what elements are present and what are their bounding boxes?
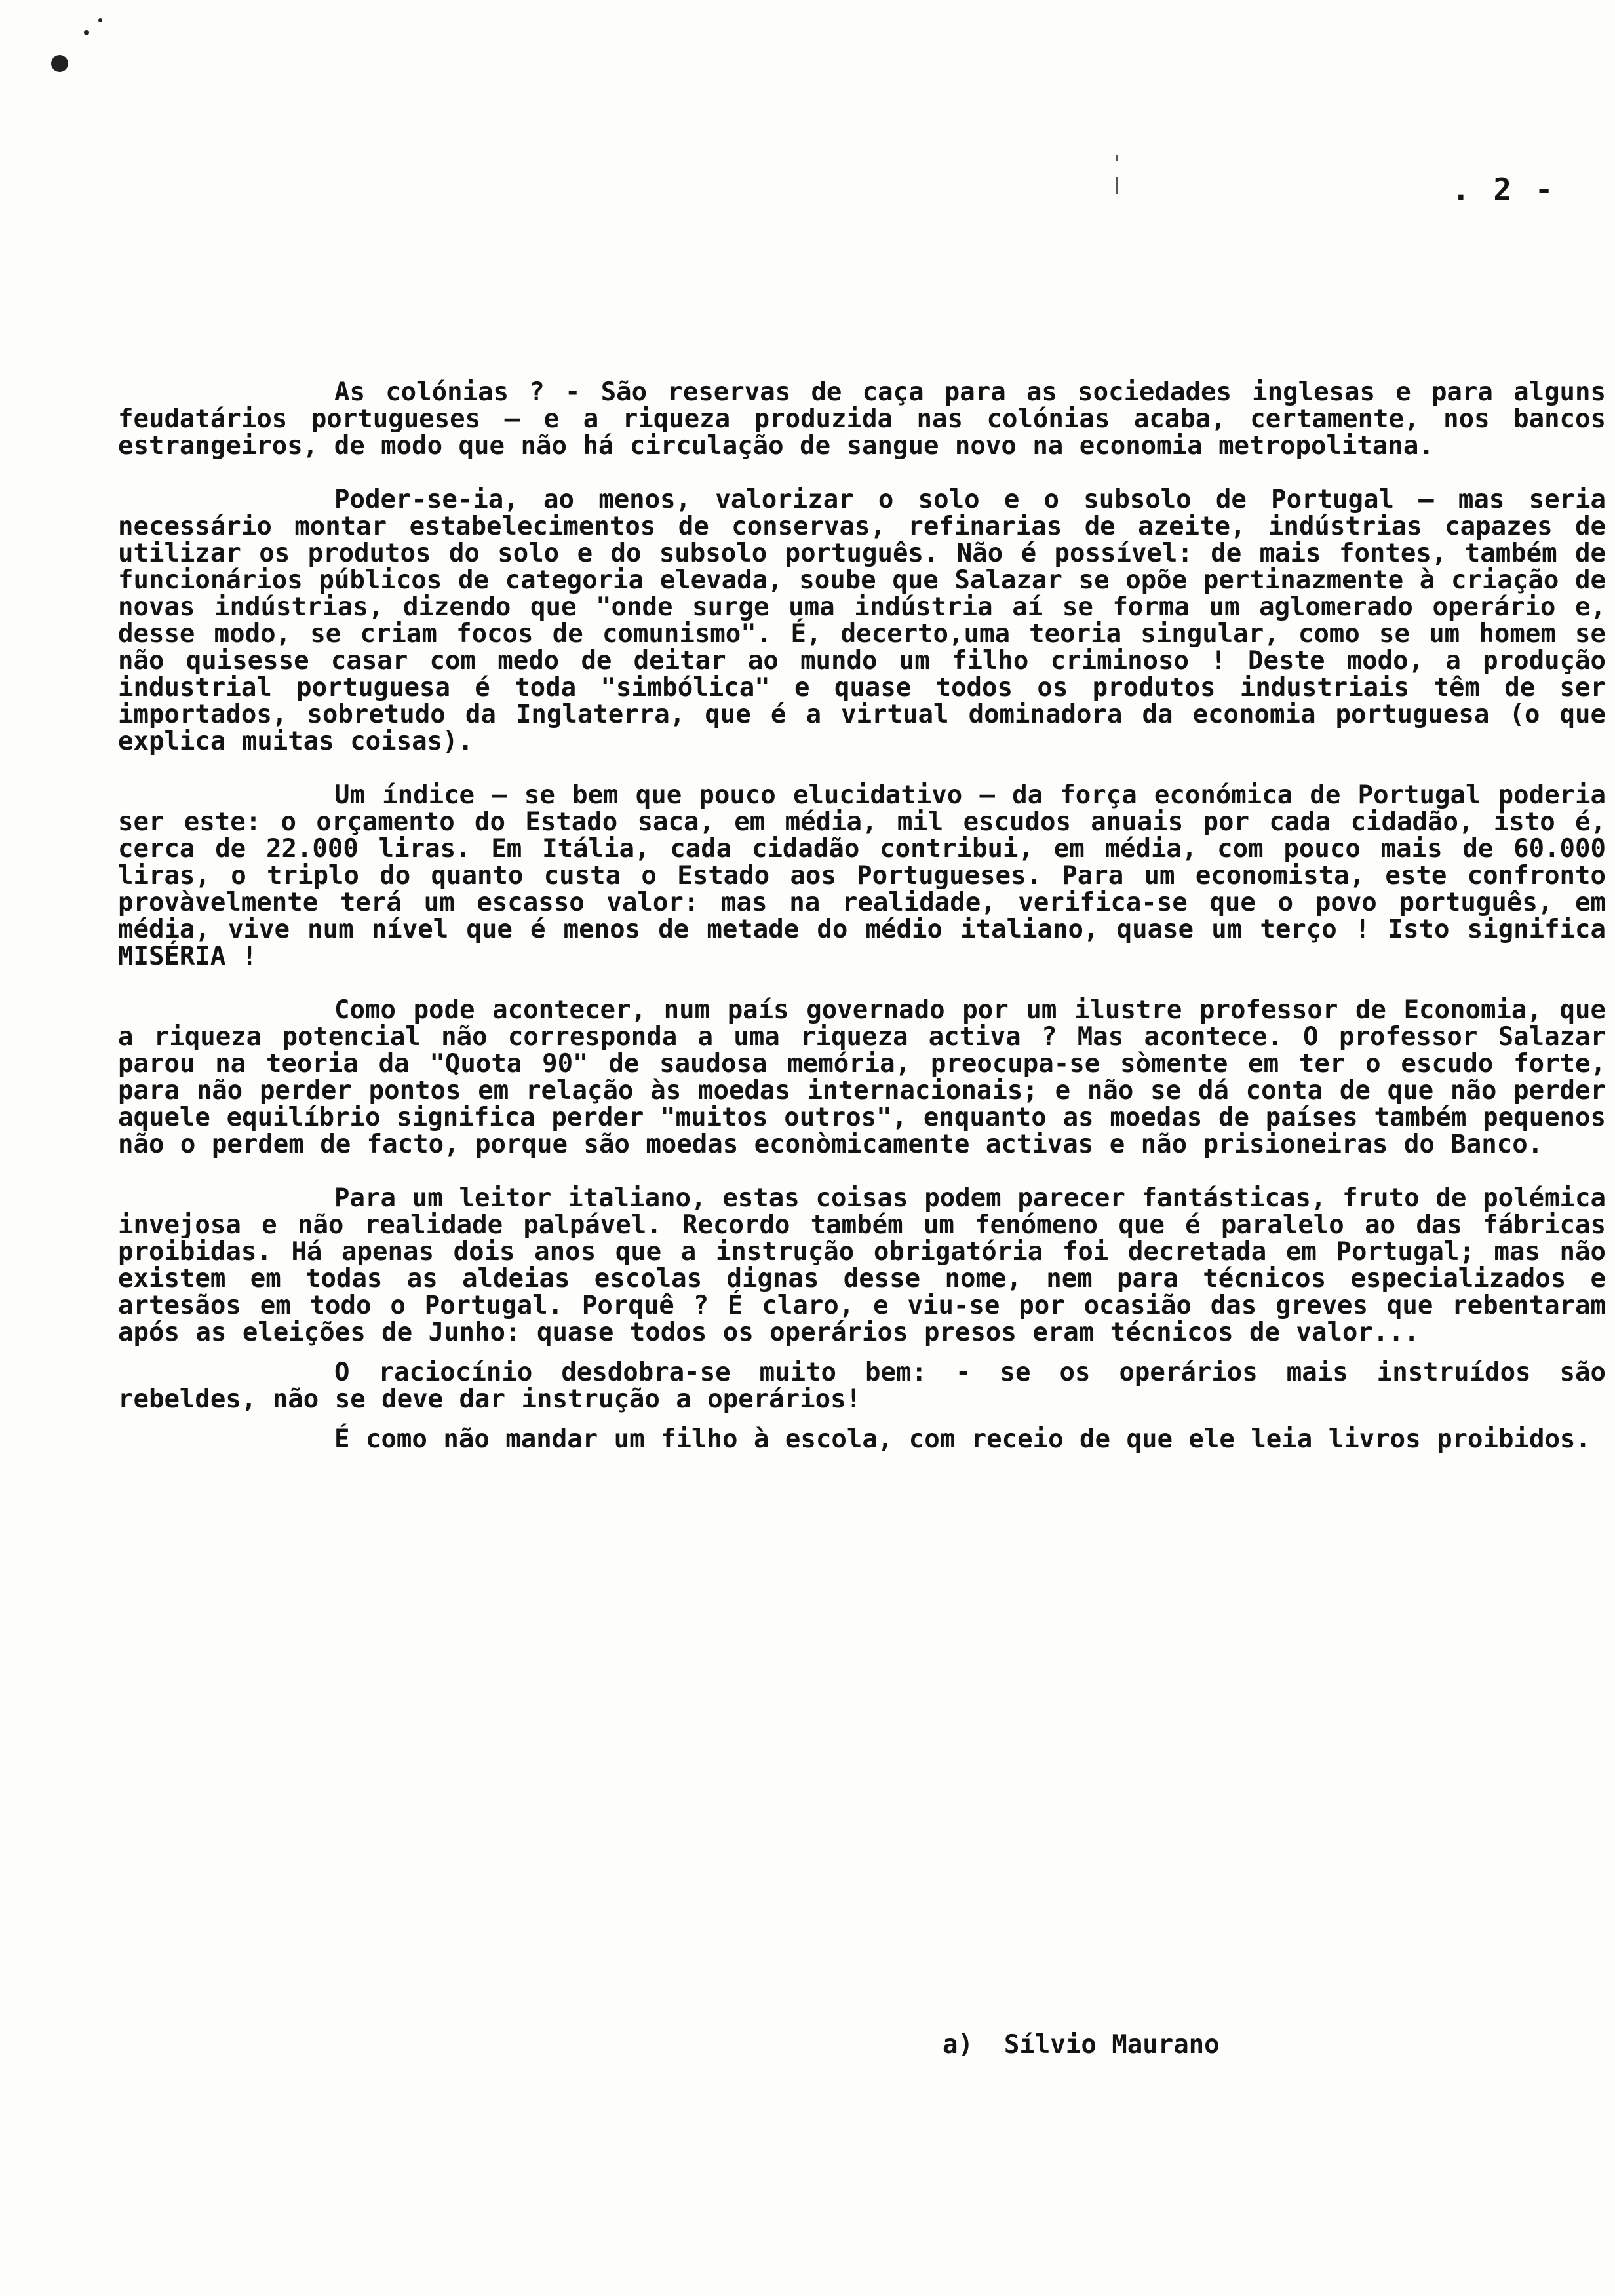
page-number: . 2 - [1452,172,1556,207]
paragraph-economic-index: Um índice — se bem que pouco elucidativo — da força económica de Portugal poderia ser este: o orçamento do Estado saca, em média, mil escudos anuais por cada cidadão, isto é, cerca de 22.000 liras. Em Itália, cada cidadão contribui, em média, com pouco mais de 60.000 liras, o triplo do quanto custa o Estado aos Portugueses. Para um economista, este confronto provàvelmente terá um escasso valor: mas na realidade, verifica-se que o povo português, em média, vive num nível que é menos de metade do médio italiano, quase um terço ! Isto significa MISÉRIA ! [118,780,1606,971]
paragraph-colonies: As colónias ? - São reservas de caça para as sociedades inglesas e para alguns feudatários portugueses — e a riqueza produzida nas colónias acaba, certamente, nos bancos estrangeiros, de modo que não há circulação de sangue novo na economia metropolitana. [118,377,1606,461]
paragraph-industry: Poder-se-ia, ao menos, valorizar o solo e o subsolo de Portugal — mas seria necessário montar estabelecimentos de conservas, refinarias de azeite, indústrias capazes de utilizar os produtos do solo e do subsolo português. Não é possível: de mais fontes, também de funcionários públicos de categoria elevada, soube que Salazar se opõe pertinazmente à criação de novas indústrias, dizendo que "onde surge uma indústria aí se forma um aglomerado operário e, desse modo, se criam focos de comunismo". É, decerto,uma teoria singular, como se um homem se não quisesse casar com medo de deitar ao mundo um filho criminoso ! Deste modo, a produção industrial portuguesa é toda "simbólica" e quase todos os produtos industriais têm de ser importados, sobretudo da Inglaterra, que é a virtual dominadora da economia portuguesa (o que explica muitas coisas). [118,485,1606,756]
pencil-tick-mark [1116,155,1118,161]
ink-speck-mark [98,18,102,22]
letter-body [118,379,1606,1480]
paragraph-conclusion: É como não mandar um filho à escola, com receio de que ele leia livros proibidos. [334,1425,1591,1454]
ink-speck-mark [51,55,68,72]
paragraph-economy-professor: Como pode acontecer, num país governado por um ilustre professor de Economia, que a riqueza potencial não corresponda a uma riqueza activa ? Mas acontece. O professor Salazar parou na teoria da "Quota 90" de saudosa memória, preocupa-se sòmente em ter o escudo forte, para não perder pontos em relação às moedas internacionais; e não se dá conta de que não perder aquele equilíbrio significa perder "muitos outros", enquanto as moedas de países também pequenos não o perdem de facto, porque são moedas econòmicamente activas e não prisioneiras do Banco. [118,995,1606,1159]
paragraph-reasoning: O raciocínio desdobra-se muito bem: - se os operários mais instruídos são rebeldes, não se deve dar instrução a operários! [118,1358,1606,1414]
paragraph-education: Para um leitor italiano, estas coisas podem parecer fantásticas, fruto de polémica invejosa e não realidade palpável. Recordo também um fenómeno que é paralelo ao das fábricas proibidas. Há apenas dois anos que a instrução obrigatória foi decretada em Portugal; mas não existem em todas as aldeias escolas dignas desse nome, nem para técnicos especializados e artesãos em todo o Portugal. Porquê ? É claro, e viu-se por ocasião das greves que rebentaram após as eleições de Junho: quase todos os operários presos eram técnicos de valor... [118,1183,1606,1347]
ink-speck-mark [84,30,89,35]
pencil-tick-mark [1116,177,1118,194]
signature-line: a) Sílvio Maurano [943,2030,1220,2059]
